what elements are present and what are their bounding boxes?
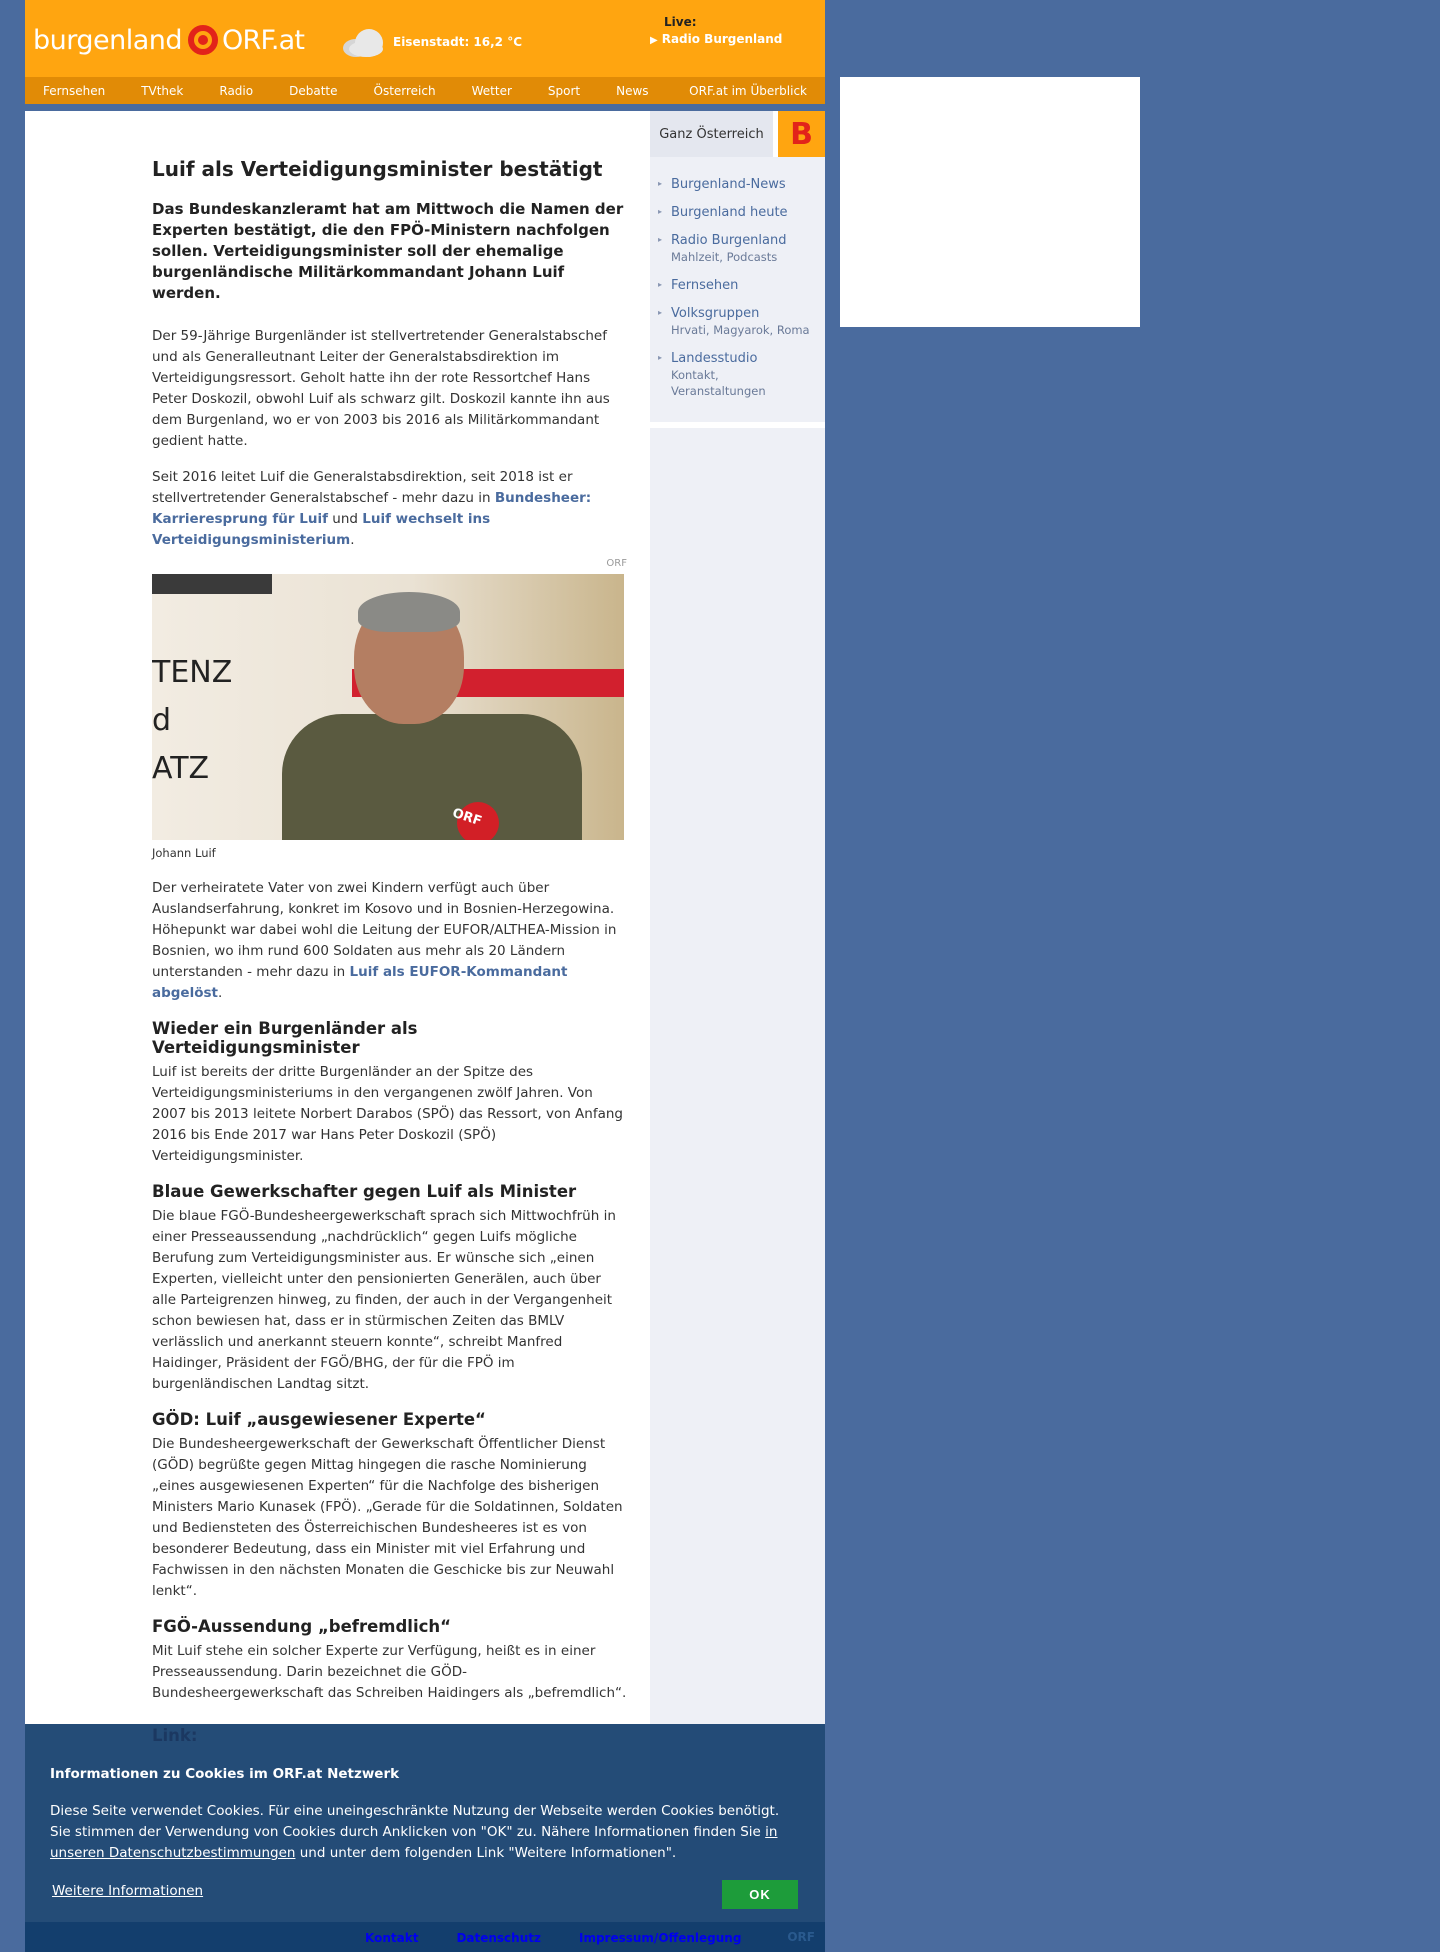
- footer-link-datenschutz[interactable]: Datenschutz: [456, 1931, 541, 1945]
- sidebar: [650, 111, 825, 1952]
- link-luif-wechselt[interactable]: Luif wechselt ins Verteidigungsministerium: [152, 511, 491, 548]
- site-container: [25, 0, 825, 1952]
- live-station-name: Radio Burgenland: [661, 32, 783, 46]
- cookie-banner: [25, 1724, 825, 1922]
- cookie-text: Diese Seite verwendet Cookies. Für eine uneingeschränkte Nutzung der Webseite werden Cookies benötigt. Sie stimmen der Verwendung von Cookies durch Anklicken von "OK" zu. Nähere Informationen finden Sie in unseren Datenschutzbestimmungen und unter dem folgenden Link "Weitere Informationen".: [50, 1803, 780, 1861]
- footer-links: [365, 1931, 741, 1945]
- nav-item-fernsehen[interactable]: Fernsehen: [43, 83, 106, 98]
- section-heading: GÖD: Luif „ausgewiesener Experte“: [152, 1410, 486, 1429]
- tab-ganz-oesterreich[interactable]: Ganz Österreich: [650, 111, 773, 157]
- sidebar-tabs: [650, 111, 825, 157]
- sidebar-links: [650, 161, 825, 428]
- nav-overview-link[interactable]: ORF.at im Überblick: [689, 84, 807, 98]
- live-label: Live:: [664, 15, 697, 29]
- burgenland-b-icon[interactable]: B: [778, 111, 825, 157]
- play-icon: ▶: [650, 35, 658, 46]
- live-radio-link[interactable]: [650, 32, 782, 46]
- sidebar-item-volksgruppen[interactable]: ▸ Volksgruppen Hrvati, Magyarok, Roma: [658, 306, 810, 337]
- section-heading: FGÖ-Aussendung „befremdlich“: [152, 1617, 451, 1636]
- article-paragraph: Der verheiratete Vater von zwei Kindern verfügt auch über Auslandserfahrung, konkret im Kosovo und in Bosnien-Herzegowina. Höhepunkt war dabei wohl die Leitung der EUFOR/ALTHEA-Mission in Bosnien, wo ihm rund 600 Soldaten aus mehr als 20 Ländern unterstanden - mehr dazu in Luif als EUFOR-Kommandant abgelöst.: [152, 880, 617, 1001]
- article-title: Luif als Verteidigungsminister bestätigt: [152, 157, 603, 181]
- ad-slot: [840, 77, 1140, 327]
- footer: [25, 1922, 825, 1952]
- footer-orf-logo: ORF: [787, 1930, 815, 1944]
- sidebar-item-radio-burgenland[interactable]: ▸ Radio Burgenland Mahlzeit, Podcasts: [658, 233, 787, 264]
- link-karrieresprung[interactable]: Bundesheer: Karrieresprung für Luif: [152, 490, 592, 527]
- nav-item-sport[interactable]: Sport: [547, 83, 581, 98]
- logo-orf-text: ORF.at: [222, 24, 305, 56]
- article-paragraph: Luif ist bereits der dritte Burgenländer an der Spitze des Verteidigungsministeriums in den vergangenen zwölf Jahren. Von 2007 bis 2013 leitete Norbert Darabos (SPÖ) das Ressort, von Anfang 2016 bis Ende 2017 war Hans Peter Doskozil (SPÖ) Verteidigungsminister.: [152, 1064, 623, 1164]
- article-paragraph: Der 59-Jährige Burgenländer ist stellvertretender Generalstabschef und als Generalleutnant Leiter der Generalstabsdirektion im Verteidigungsressort. Geholt hatte ihn der rote Ressortchef Hans Peter Doskozil, obwohl Luif als schwarz gilt. Doskozil kannte ihn aus dem Burgenland, wo er von 2003 bis 2016 als Militärkommandant gedient hatte.: [152, 328, 610, 449]
- main-nav: [25, 77, 825, 104]
- privacy-policy-link[interactable]: in unseren Datenschutzbestimmungen: [50, 1824, 778, 1861]
- nav-item-news[interactable]: News: [616, 83, 649, 98]
- live-radio: [650, 15, 782, 46]
- nav-item-radio[interactable]: Radio: [219, 83, 254, 98]
- triangle-bullet-icon: ▸: [658, 207, 663, 216]
- sidebar-item-fernsehen[interactable]: ▸ Fernsehen: [658, 278, 739, 293]
- article: [152, 157, 627, 1719]
- header: [25, 0, 825, 77]
- photo-caption: Johann Luif: [152, 846, 216, 860]
- article-paragraph: Seit 2016 leitet Luif die Generalstabsdirektion, seit 2018 ist er stellvertretender Generalstabschef - mehr dazu in Bundesheer: Karrieresprung für Luif und Luif wechselt ins Verteidigungsministerium.: [152, 469, 592, 548]
- triangle-bullet-icon: ▸: [658, 353, 663, 362]
- more-info-link[interactable]: Weitere Informationen: [52, 1883, 204, 1899]
- triangle-bullet-icon: ▸: [658, 179, 663, 188]
- cloud-icon: [343, 27, 387, 57]
- orf-burgenland-logo[interactable]: [33, 22, 304, 58]
- sidebar-item-burgenland-heute[interactable]: ▸ Burgenland heute: [658, 205, 788, 220]
- article-paragraph: Die blaue FGÖ-Bundesheergewerkschaft sprach sich Mittwochfrüh in einer Presseaussendung „nachdrücklich“ gegen Luifs mögliche Berufung zum Verteidigungsminister aus. Er wünsche sich „einen Experten, vielleicht unter den pensionierten Generälen, auch über alle Parteigrenzen hinweg, zu finden, der auch in der Vergangenheit schon bewiesen hat, dass er in stürmischen Zeiten das BMLV verlässlich und anerkannt steuern konnte“, schreibt Manfred Haidinger, Präsident der FGÖ/BHG, der für die FPÖ im burgenländischen Landtag sitzt.: [152, 1208, 616, 1392]
- sidebar-item-burgenland-news[interactable]: ▸ Burgenland-News: [658, 177, 786, 192]
- triangle-bullet-icon: ▸: [658, 280, 663, 289]
- article-paragraph: Mit Luif stehe ein solcher Experte zur Verfügung, heißt es in einer Presseaussendung. Darin bezeichnet die GÖD-Bundesheergewerkschaft das Schreiben Haidingers als „befremdlich“.: [152, 1643, 627, 1701]
- article-lead: Das Bundeskanzleramt hat am Mittwoch die Namen der Experten bestätigt, die den FPÖ-Ministern nachfolgen sollen. Verteidigungsminister soll der ehemalige burgenländische Militärkommandant Johann Luif werden.: [152, 200, 624, 302]
- nav-item-debatte[interactable]: Debatte: [289, 83, 338, 98]
- photo-credit: ORF: [606, 558, 627, 569]
- section-heading: Blaue Gewerkschafter gegen Luif als Minister: [152, 1182, 577, 1201]
- footer-link-kontakt[interactable]: Kontakt: [365, 1931, 419, 1945]
- cookie-ok-button[interactable]: OK: [722, 1880, 798, 1909]
- photo-banner-text: TENZ d ATZ: [152, 655, 233, 786]
- weather-widget[interactable]: [343, 27, 522, 57]
- nav-item-wetter[interactable]: Wetter: [471, 83, 512, 98]
- section-heading: Wieder ein Burgenländer als Verteidigungsminister: [152, 1019, 418, 1057]
- footer-link-impressum[interactable]: Impressum/Offenlegung: [578, 1931, 742, 1945]
- cookie-title: Informationen zu Cookies im ORF.at Netzwerk: [50, 1766, 400, 1782]
- orf-eye-icon: [188, 25, 218, 55]
- nav-item-oesterreich[interactable]: Österreich: [373, 83, 436, 98]
- mic-orf-label: ORF: [450, 805, 484, 830]
- triangle-bullet-icon: ▸: [658, 235, 663, 244]
- logo-region-text: burgenland: [33, 24, 183, 56]
- link-heading-behind-banner: Link:: [152, 1726, 198, 1745]
- link-eufor[interactable]: Luif als EUFOR-Kommandant abgelöst: [152, 964, 568, 1001]
- weather-text: Eisenstadt: 16,2 °C: [393, 35, 523, 49]
- content-area: [25, 111, 825, 1952]
- triangle-bullet-icon: ▸: [658, 308, 663, 317]
- article-paragraph: Die Bundesheergewerkschaft der Gewerkschaft Öffentlicher Dienst (GÖD) begrüßte gegen Mittag hingegen die rasche Nominierung „eines ausgewiesenen Experten“ für die Nachfolge des bisherigen Ministers Mario Kunasek (FPÖ). „Gerade für die Soldatinnen, Soldaten und Bediensteten des Österreichischen Bundesheeres ist es von besonderer Bedeutung, dass ein Minister mit viel Erfahrung und Fachwissen in den nächsten Monaten die Geschicke bis zur Neuwahl lenkt“.: [152, 1436, 623, 1599]
- sidebar-item-landesstudio[interactable]: ▸ Landesstudio Kontakt, Veranstaltungen: [658, 351, 766, 398]
- article-photo: [152, 574, 624, 840]
- nav-item-tvthek[interactable]: TVthek: [141, 83, 184, 98]
